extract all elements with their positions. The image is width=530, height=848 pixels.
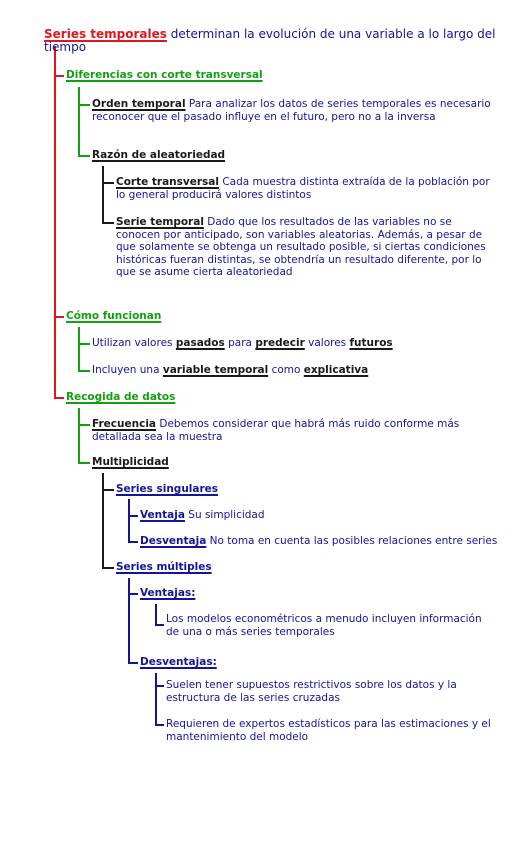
branch-corte: [102, 182, 114, 184]
branch-recogida: [54, 397, 64, 399]
como-line-1: [92, 337, 502, 350]
frecuencia-node: [92, 418, 494, 443]
corte-node: [116, 176, 494, 201]
branch-frecuencia: [78, 424, 90, 426]
desventajas-node: [140, 656, 217, 669]
branch-diferencias: [54, 75, 64, 77]
razon-title: Razón de aleatoriedad: [92, 149, 226, 161]
branch-razon: [78, 155, 90, 157]
como-l1-e: valores: [308, 337, 347, 349]
ventajas-label: Ventajas:: [140, 587, 196, 599]
como-line-2: [92, 364, 502, 377]
branch-desventaja: [128, 541, 138, 543]
como-l2-c: como: [271, 364, 301, 376]
desventajas-item-1: [166, 679, 496, 704]
branch-como: [54, 316, 64, 318]
como-node: [66, 310, 161, 323]
diferencias-node: [66, 69, 263, 82]
desventajas-spine: [155, 673, 157, 724]
branch-serie: [102, 222, 114, 224]
frecuencia-title: Frecuencia: [92, 418, 157, 430]
multiplicidad-spine: [102, 473, 104, 567]
corte-title: Corte transversal: [116, 176, 219, 188]
root-text: determinan la evolución de una variable a lo largo del tiempo: [44, 27, 496, 54]
orden-title: Orden temporal: [92, 98, 186, 110]
frecuencia-text: Debemos considerar que habrá más ruido conforme más detallada sea la muestra: [92, 418, 460, 443]
ventaja-label: Ventaja: [140, 509, 185, 521]
como-spine: [78, 327, 80, 370]
serie-title: Serie temporal: [116, 216, 204, 228]
multiples-title: Series múltiples: [116, 561, 212, 573]
branch-multiples: [102, 567, 114, 569]
branch-ventaja: [128, 515, 138, 517]
desventaja-label: Desventaja: [140, 535, 207, 547]
desventaja-node: [140, 535, 520, 548]
recogida-spine: [78, 408, 80, 462]
branch-desventajas-2: [155, 724, 164, 726]
como-l1-pasados: pasados: [175, 337, 225, 349]
branch-ventajas: [128, 593, 138, 595]
branch-singulares: [102, 489, 114, 491]
desventajas-item-2-text: Requieren de expertos estadísticos para las estimaciones y el mantenimiento del modelo: [166, 718, 491, 743]
recogida-title: Recogida de datos: [66, 391, 176, 403]
singulares-node: [116, 483, 218, 496]
diferencias-title: Diferencias con corte transversal: [66, 69, 263, 81]
root-node: [44, 28, 504, 53]
ventajas-spine: [155, 604, 157, 624]
orden-text: Para analizar los datos de series temporales es necesario reconocer que el pasado influye en el futuro, pero no a la inversa: [92, 98, 491, 123]
root-spine: [54, 46, 56, 398]
serie-text: Dado que los resultados de las variables no se conocen por anticipado, son variables aleatorias. Además, a pesar de que solamente se obtenga un resultado posible, si ciertas condiciones históricas fueran distintas, se obtendría un resultado diferente, por lo que se asume cierta aleatoriedad: [116, 216, 486, 278]
multiples-spine: [128, 578, 130, 662]
como-l1-a: Utilizan valores: [92, 337, 173, 349]
root-title: Series temporales: [44, 27, 167, 41]
desventajas-item-2: [166, 718, 496, 743]
ventaja-text: Su simplicidad: [188, 509, 265, 521]
desventajas-label: Desventajas:: [140, 656, 217, 668]
corte-text: Cada muestra distinta extraída de la población por lo general producirá valores distintos: [116, 176, 490, 201]
como-l2-variable: variable temporal: [162, 364, 269, 376]
multiples-node: [116, 561, 212, 574]
ventajas-item-1-text: Los modelos econométricos a menudo incluyen información de una o más series temporales: [166, 613, 482, 638]
como-l1-predecir: predecir: [255, 337, 305, 349]
branch-ventajas-1: [155, 624, 164, 626]
como-l2-a: Incluyen una: [92, 364, 160, 376]
ventajas-item-1: [166, 613, 496, 638]
desventajas-item-1-text: Suelen tener supuestos restrictivos sobre los datos y la estructura de las series cruzadas: [166, 679, 457, 704]
razon-spine: [102, 166, 104, 222]
branch-orden: [78, 104, 90, 106]
multiplicidad-title: Multiplicidad: [92, 456, 169, 468]
como-l2-explicativa: explicativa: [303, 364, 369, 376]
ventajas-node: [140, 587, 195, 600]
orden-node: [92, 98, 492, 123]
singulares-title: Series singulares: [116, 483, 219, 495]
branch-multiplicidad: [78, 462, 90, 464]
singulares-spine: [128, 499, 130, 541]
razon-node: [92, 149, 225, 162]
como-title: Cómo funcionan: [66, 310, 162, 322]
branch-desventajas-1: [155, 685, 164, 687]
recogida-node: [66, 391, 175, 404]
como-l1-c: para: [228, 337, 252, 349]
branch-desventajas: [128, 662, 138, 664]
branch-como-2: [78, 370, 90, 372]
como-l1-futuros: futuros: [349, 337, 393, 349]
diferencias-spine: [78, 87, 80, 155]
ventaja-node: [140, 509, 500, 522]
multiplicidad-node: [92, 456, 169, 469]
branch-como-1: [78, 343, 90, 345]
serie-node: [116, 216, 494, 279]
desventaja-text: No toma en cuenta las posibles relaciones entre series: [209, 535, 498, 547]
